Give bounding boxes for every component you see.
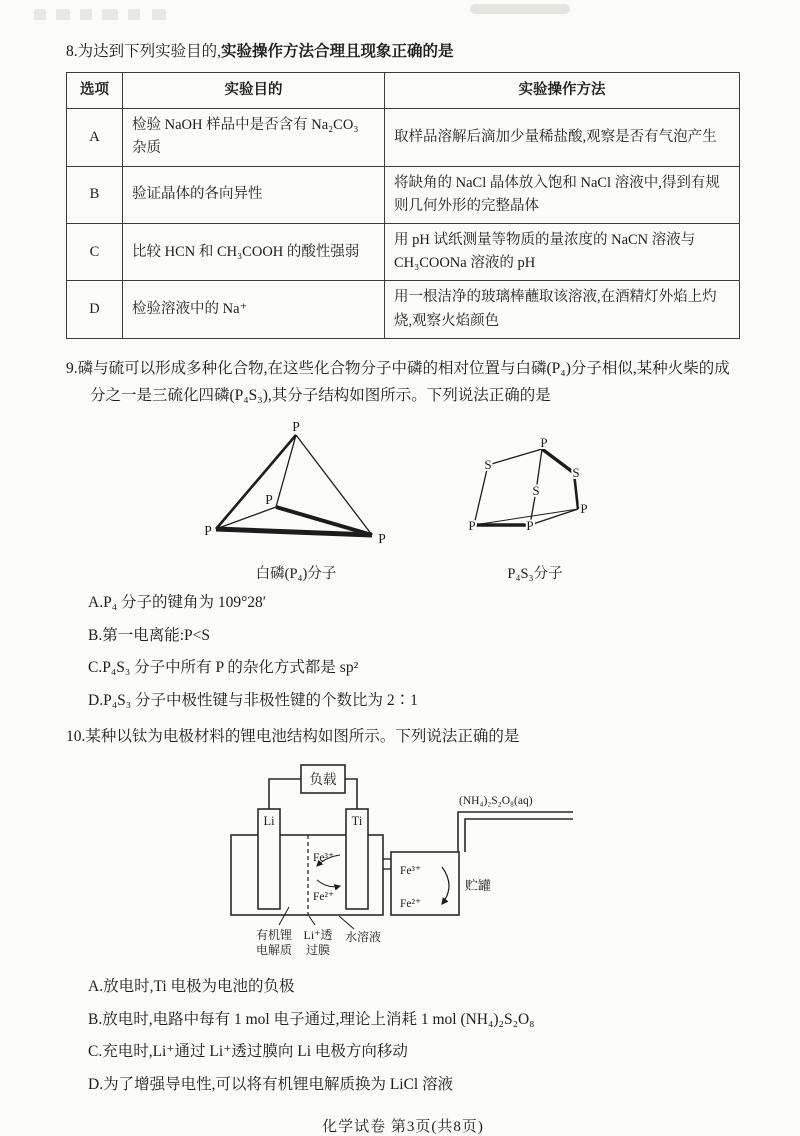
- q10-option-c: C.充电时,Li⁺通过 Li⁺透过膜向 Li 电极方向移动: [88, 1043, 408, 1061]
- q10-option-d: D.为了增强导电性,可以将有机锂电解质换为 LiCl 溶液: [88, 1075, 454, 1093]
- scan-artifact: [128, 9, 140, 20]
- ti-electrode-label: Ti: [351, 814, 363, 829]
- membrane-label-2: 过膜: [305, 943, 331, 958]
- wire-left: [269, 779, 301, 809]
- p4-caption: 白磷(P₄)分子: [255, 565, 337, 582]
- method-cell: 取样品溶解后滴加少量稀盐酸,观察是否有气泡产生: [385, 109, 740, 166]
- tank-cycle-arrow: [442, 867, 449, 904]
- p-atom-label: P: [580, 500, 588, 516]
- tank-fe2-label: Fe²⁺: [400, 898, 422, 911]
- scan-artifact: [34, 9, 46, 20]
- battery-diagram: [227, 757, 579, 965]
- organic-electrolyte-label-2: 电解质: [255, 943, 293, 958]
- q10-figure: [66, 757, 740, 965]
- wire-right: [345, 779, 357, 809]
- purpose-cell: 验证晶体的各向异性: [123, 166, 385, 223]
- membrane-leader: [309, 916, 315, 925]
- p4-bonds: [216, 435, 372, 535]
- purpose-cell: 检验溶液中的 Na⁺: [123, 281, 385, 338]
- scan-smudge: [470, 4, 570, 14]
- q10-options: [88, 971, 740, 1101]
- tank-label: 贮罐: [465, 878, 492, 894]
- cell-fe3-label: Fe³⁺: [313, 852, 335, 865]
- q9-option-a: A.P₄ 分子的键角为 109°28′: [88, 593, 267, 611]
- q8-table: [66, 72, 740, 339]
- method-cell: 用 pH 试纸测量等物质的量浓度的 NaCN 溶液与 CH₃COONa 溶液的 pH: [385, 223, 740, 280]
- li-electrode-label: Li: [263, 814, 275, 829]
- organic-electrolyte-label-1: 有机锂: [255, 928, 293, 943]
- header-option: 选项: [67, 73, 123, 109]
- q8-stem-prefix: 8.为达到下列实验目的,: [66, 43, 222, 60]
- p4s3-molecule-diagram: [460, 433, 610, 555]
- aqueous-leader: [339, 916, 354, 929]
- q10-option-b: B.放电时,电路中每有 1 mol 电子通过,理论上消耗 1 mol (NH₄)₂S₂O₈: [88, 1010, 535, 1028]
- method-cell: 用一根洁净的玻璃棒蘸取该溶液,在酒精灯外焰上灼烧,观察火焰颜色: [385, 281, 740, 338]
- q9-stem: 9.磷与硫可以形成多种化合物,在这些化合物分子中磷的相对位置与白磷(P₄)分子相似,某种火柴的成分之一是三硫化四磷(P₄S₃),其分子结构如图所示。下列说法正确的是: [66, 359, 730, 404]
- s-atom-label: S: [484, 456, 492, 472]
- load-label: 负载: [309, 772, 337, 788]
- table-row: [67, 223, 740, 280]
- p4-figure: [196, 417, 396, 583]
- purpose-cell: 比较 HCN 和 CH₃COOH 的酸性强弱: [123, 223, 385, 280]
- p-atom-label: P: [265, 491, 273, 507]
- cell-fe2-label: Fe²⁺: [313, 891, 335, 904]
- fe2-arrow: [317, 880, 340, 887]
- question-10: [66, 725, 740, 1101]
- table-row: [67, 166, 740, 223]
- s-atom-label: S: [532, 482, 540, 498]
- q8-stem: [66, 40, 740, 64]
- s-atom-label: S: [572, 464, 580, 480]
- table-row: [67, 281, 740, 338]
- inlet-label: (NH₄)₂S₂O₈(aq): [459, 795, 533, 808]
- q10-stem: 10.某种以钛为电极材料的锂电池结构如图所示。下列说法正确的是: [66, 728, 520, 746]
- question-9: [66, 355, 740, 717]
- inlet-pipe-outer: [458, 812, 573, 852]
- option-cell: C: [67, 223, 123, 280]
- membrane-label-1: Li⁺透: [303, 928, 333, 943]
- option-cell: D: [67, 281, 123, 338]
- scan-artifact: [102, 9, 118, 20]
- aqueous-label: 水溶液: [344, 930, 382, 945]
- method-cell: 将缺角的 NaCl 晶体放入饱和 NaCl 溶液中,得到有规则几何外形的完整晶体: [385, 166, 740, 223]
- tank-fe3-label: Fe³⁺: [400, 865, 422, 878]
- q9-figures: [66, 417, 740, 583]
- purpose-cell: 检验 NaOH 样品中是否含有 Na₂CO₃ 杂质: [123, 109, 385, 166]
- q9-option-c: C.P₄S₃ 分子中所有 P 的杂化方式都是 sp²: [88, 659, 359, 677]
- p-atom-label: P: [292, 418, 300, 434]
- scan-artifact: [80, 9, 92, 20]
- q10-option-a: A.放电时,Ti 电极为电池的负极: [88, 978, 295, 996]
- q8-stem-emphasis: 实验操作方法合理且现象正确的是: [221, 43, 454, 60]
- scan-artifact: [152, 9, 166, 20]
- q9-option-b: B.第一电离能:P<S: [88, 626, 211, 644]
- option-cell: B: [67, 166, 123, 223]
- p-atom-label: P: [540, 434, 548, 450]
- p4s3-figure: [460, 433, 610, 583]
- scan-artifact: [56, 9, 70, 20]
- p4-molecule-diagram: [196, 417, 396, 555]
- p-atom-label: P: [468, 517, 476, 533]
- p4s3-atom-labels: [468, 435, 587, 533]
- p4s3-caption: P₄S₃分子: [507, 565, 563, 582]
- q9-options: [88, 587, 740, 717]
- question-8: [66, 40, 740, 339]
- page-footer: 化学试卷 第3页(共8页): [322, 1119, 484, 1136]
- inlet-pipe-inner: [465, 819, 573, 852]
- option-cell: A: [67, 109, 123, 166]
- p-atom-label: P: [526, 517, 534, 533]
- table-header-row: [67, 73, 740, 109]
- q9-option-d: D.P₄S₃ 分子中极性键与非极性键的个数比为 2∶1: [88, 691, 418, 709]
- p-atom-label: P: [204, 522, 212, 538]
- header-method: 实验操作方法: [385, 73, 740, 109]
- p-atom-label: P: [378, 530, 386, 546]
- table-row: [67, 109, 740, 166]
- header-purpose: 实验目的: [123, 73, 385, 109]
